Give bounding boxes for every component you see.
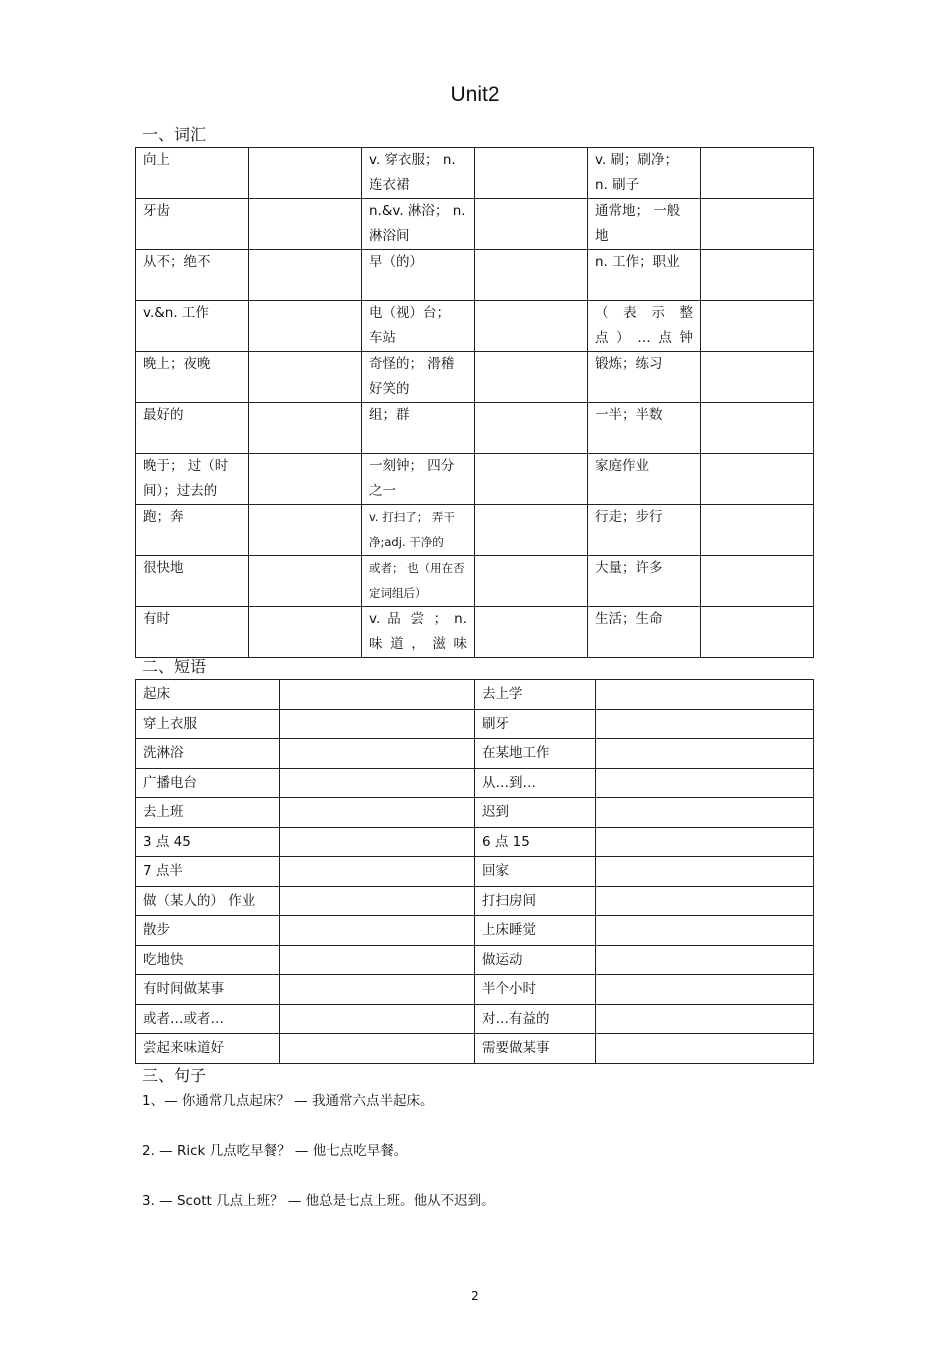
- phrase-row: [136, 798, 814, 828]
- vocab-answer-cell[interactable]: [701, 607, 814, 658]
- vocab-answer-cell[interactable]: [249, 403, 362, 454]
- phrase-answer-cell[interactable]: [280, 798, 475, 828]
- vocab-term: 从不；绝不: [136, 250, 249, 301]
- vocab-answer-cell[interactable]: [701, 301, 814, 352]
- vocab-term: 向上: [136, 148, 249, 199]
- vocab-term: 行走；步行: [588, 505, 701, 556]
- vocab-term: 晚于； 过（时间）；过去的: [136, 454, 249, 505]
- vocab-term: 跑；奔: [136, 505, 249, 556]
- vocab-answer-cell[interactable]: [475, 301, 588, 352]
- vocab-row: [136, 454, 814, 505]
- vocab-row: [136, 352, 814, 403]
- vocab-answer-cell[interactable]: [701, 250, 814, 301]
- phrase-term: 去上学: [475, 680, 596, 710]
- vocab-row: [136, 505, 814, 556]
- vocab-term: n. 工作；职业: [588, 250, 701, 301]
- phrase-answer-cell[interactable]: [596, 945, 814, 975]
- phrase-term: 6 点 15: [475, 827, 596, 857]
- vocab-answer-cell[interactable]: [249, 301, 362, 352]
- phrase-term: 打扫房间: [475, 886, 596, 916]
- phrase-row: [136, 709, 814, 739]
- vocab-answer-cell[interactable]: [475, 403, 588, 454]
- vocab-term: 家庭作业: [588, 454, 701, 505]
- phrase-answer-cell[interactable]: [280, 886, 475, 916]
- phrase-answer-cell[interactable]: [596, 886, 814, 916]
- phrase-term: 刷牙: [475, 709, 596, 739]
- vocab-answer-cell[interactable]: [249, 352, 362, 403]
- phrase-answer-cell[interactable]: [280, 680, 475, 710]
- phrase-answer-cell[interactable]: [280, 975, 475, 1005]
- vocab-answer-cell[interactable]: [475, 505, 588, 556]
- phrase-term: 或者…或者…: [136, 1004, 280, 1034]
- vocab-answer-cell[interactable]: [475, 148, 588, 199]
- phrase-row: [136, 857, 814, 887]
- vocab-row: [136, 403, 814, 454]
- vocab-term: v.&n. 工作: [136, 301, 249, 352]
- phrase-row: [136, 827, 814, 857]
- vocab-answer-cell[interactable]: [475, 556, 588, 607]
- phrase-row: [136, 680, 814, 710]
- vocab-answer-cell[interactable]: [475, 607, 588, 658]
- phrase-answer-cell[interactable]: [280, 945, 475, 975]
- vocab-answer-cell[interactable]: [249, 607, 362, 658]
- phrase-answer-cell[interactable]: [280, 916, 475, 946]
- vocab-term: 最好的: [136, 403, 249, 454]
- page-title: Unit2: [450, 83, 500, 106]
- phrase-answer-cell[interactable]: [596, 1004, 814, 1034]
- phrase-row: [136, 975, 814, 1005]
- vocab-term: （ 表 示 整 点）…点钟: [588, 301, 701, 352]
- phrase-answer-cell[interactable]: [596, 798, 814, 828]
- vocab-term: 牙齿: [136, 199, 249, 250]
- section-title-phrases: 二、短语: [142, 657, 207, 676]
- phrase-term: 洗淋浴: [136, 739, 280, 769]
- phrase-term: 广播电台: [136, 768, 280, 798]
- phrase-answer-cell[interactable]: [280, 768, 475, 798]
- sentence-2: 2. — Rick 几点吃早餐？ — 他七点吃早餐。: [142, 1143, 408, 1159]
- vocab-term: 晚上；夜晚: [136, 352, 249, 403]
- section-title-sentences: 三、句子: [142, 1066, 207, 1085]
- vocab-answer-cell[interactable]: [701, 505, 814, 556]
- phrase-term: 有时间做某事: [136, 975, 280, 1005]
- vocab-row: [136, 301, 814, 352]
- vocab-term: 奇怪的； 滑稽好笑的: [362, 352, 475, 403]
- vocab-term: 大量；许多: [588, 556, 701, 607]
- vocab-term: 有时: [136, 607, 249, 658]
- vocab-row: [136, 199, 814, 250]
- vocab-term: 早（的）: [362, 250, 475, 301]
- vocab-row: [136, 148, 814, 199]
- vocab-answer-cell[interactable]: [475, 199, 588, 250]
- phrase-answer-cell[interactable]: [280, 1034, 475, 1064]
- phrase-term: 回家: [475, 857, 596, 887]
- phrase-answer-cell[interactable]: [596, 857, 814, 887]
- phrase-answer-cell[interactable]: [596, 709, 814, 739]
- phrase-row: [136, 1004, 814, 1034]
- vocab-term: 或者； 也（用在否定词组后）: [362, 556, 475, 607]
- phrase-row: [136, 739, 814, 769]
- phrase-term: 尝起来味道好: [136, 1034, 280, 1064]
- phrase-term: 半个小时: [475, 975, 596, 1005]
- vocab-answer-cell[interactable]: [701, 148, 814, 199]
- phrase-answer-cell[interactable]: [596, 827, 814, 857]
- vocab-answer-cell[interactable]: [701, 556, 814, 607]
- vocab-answer-cell[interactable]: [475, 352, 588, 403]
- phrase-term: 7 点半: [136, 857, 280, 887]
- vocab-term: 一刻钟； 四分之一: [362, 454, 475, 505]
- vocab-answer-cell[interactable]: [475, 454, 588, 505]
- phrase-answer-cell[interactable]: [596, 680, 814, 710]
- phrase-answer-cell[interactable]: [280, 1004, 475, 1034]
- phrase-answer-cell[interactable]: [596, 768, 814, 798]
- phrase-answer-cell[interactable]: [596, 975, 814, 1005]
- phrase-answer-cell[interactable]: [280, 739, 475, 769]
- vocab-answer-cell[interactable]: [249, 148, 362, 199]
- vocab-answer-cell[interactable]: [249, 505, 362, 556]
- vocab-term: 一半；半数: [588, 403, 701, 454]
- vocab-term: v. 打扫了； 弄干净;adj. 干净的: [362, 505, 475, 556]
- vocab-term: v. 刷；刷净； n. 刷子: [588, 148, 701, 199]
- vocab-row: [136, 607, 814, 658]
- vocab-answer-cell[interactable]: [701, 352, 814, 403]
- vocab-answer-cell[interactable]: [249, 556, 362, 607]
- phrase-term: 在某地工作: [475, 739, 596, 769]
- phrase-answer-cell[interactable]: [596, 739, 814, 769]
- phrase-term: 3 点 45: [136, 827, 280, 857]
- phrase-term: 起床: [136, 680, 280, 710]
- phrase-answer-cell[interactable]: [280, 827, 475, 857]
- vocab-term: 很快地: [136, 556, 249, 607]
- page-number: 2: [471, 1289, 479, 1303]
- sentence-1: 1、— 你通常几点起床？ — 我通常六点半起床。: [142, 1093, 434, 1109]
- sentence-3: 3. — Scott 几点上班？ — 他总是七点上班。他从不迟到。: [142, 1193, 495, 1209]
- phrase-row: [136, 916, 814, 946]
- vocab-term: v. 品 尝 ； n. 味道，滋味: [362, 607, 475, 658]
- vocab-term: 锻炼；练习: [588, 352, 701, 403]
- phrase-row: [136, 768, 814, 798]
- vocab-term: 通常地； 一般地: [588, 199, 701, 250]
- vocab-term: 生活；生命: [588, 607, 701, 658]
- vocab-answer-cell[interactable]: [249, 199, 362, 250]
- phrase-term: 穿上衣服: [136, 709, 280, 739]
- vocab-row: [136, 556, 814, 607]
- vocab-answer-cell[interactable]: [701, 199, 814, 250]
- phrase-term: 散步: [136, 916, 280, 946]
- phrase-term: 去上班: [136, 798, 280, 828]
- phrase-row: [136, 945, 814, 975]
- phrase-term: 做运动: [475, 945, 596, 975]
- phrase-term: 吃地快: [136, 945, 280, 975]
- phrase-term: 做（某人的） 作业: [136, 886, 280, 916]
- phrase-term: 上床睡觉: [475, 916, 596, 946]
- phrase-answer-cell[interactable]: [280, 709, 475, 739]
- vocab-term: n.&v. 淋浴； n. 淋浴间: [362, 199, 475, 250]
- phrase-table: [135, 679, 814, 1064]
- phrase-answer-cell[interactable]: [596, 916, 814, 946]
- vocab-answer-cell[interactable]: [701, 454, 814, 505]
- section-title-vocab: 一、词汇: [142, 125, 207, 144]
- vocab-answer-cell[interactable]: [249, 250, 362, 301]
- phrase-row: [136, 886, 814, 916]
- phrase-term: 对…有益的: [475, 1004, 596, 1034]
- vocab-answer-cell[interactable]: [701, 403, 814, 454]
- vocab-term: 电（视）台； 车站: [362, 301, 475, 352]
- phrase-answer-cell[interactable]: [596, 1034, 814, 1064]
- vocab-term: v. 穿衣服； n. 连衣裙: [362, 148, 475, 199]
- vocab-answer-cell[interactable]: [475, 250, 588, 301]
- phrase-term: 需要做某事: [475, 1034, 596, 1064]
- phrase-term: 迟到: [475, 798, 596, 828]
- phrase-term: 从…到…: [475, 768, 596, 798]
- vocab-answer-cell[interactable]: [249, 454, 362, 505]
- vocab-term: 组；群: [362, 403, 475, 454]
- phrase-row: [136, 1034, 814, 1064]
- vocab-row: [136, 250, 814, 301]
- vocab-table: [135, 147, 814, 658]
- phrase-answer-cell[interactable]: [280, 857, 475, 887]
